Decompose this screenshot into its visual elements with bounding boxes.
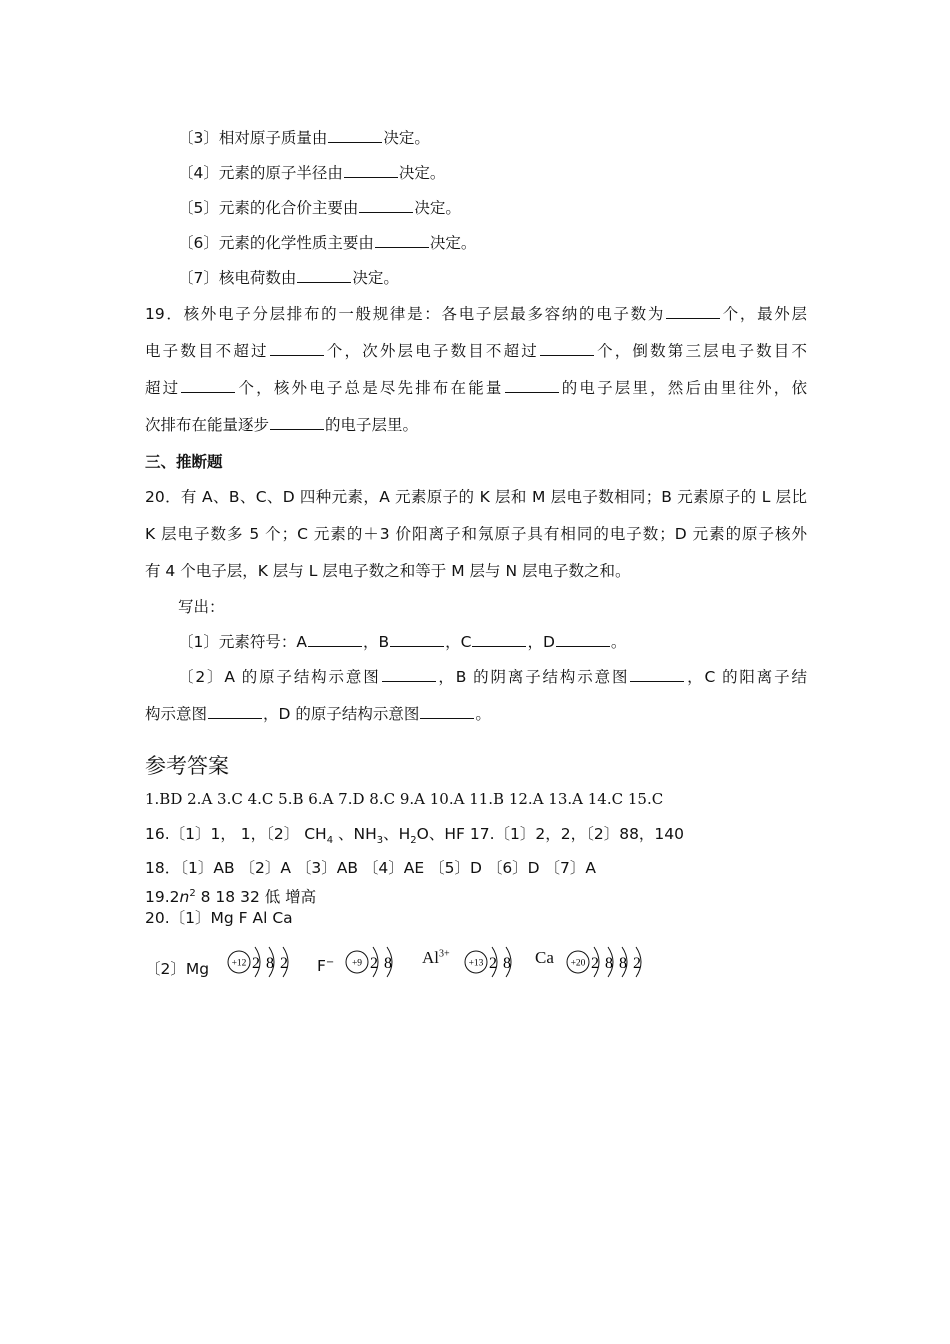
q19-text: 个，核外电子总是尽先排布在能量	[236, 379, 504, 397]
q19-line-1	[145, 304, 807, 324]
q20-text: 〔1〕元素符号：A	[178, 633, 307, 651]
q18-item-3-text: 〔3〕相对原子质量由	[178, 129, 328, 147]
superscript: 2	[189, 888, 196, 899]
ca-label: Ca	[535, 948, 554, 967]
answer-blank[interactable]	[382, 667, 436, 682]
mg-atom-diagram	[228, 947, 288, 977]
f-nucleus-charge: +9	[351, 958, 363, 969]
section-heading: 三、推断题	[145, 453, 223, 471]
q20-text: ，C 的阳离子结	[685, 668, 807, 686]
mg-label: 〔2〕Mg	[145, 960, 210, 978]
answer-blank[interactable]	[666, 304, 720, 319]
answer-blank[interactable]	[390, 632, 444, 647]
q18-item-4-text: 〔4〕元素的原子半径由	[178, 164, 343, 182]
answer-blank[interactable]	[270, 415, 324, 430]
q20-text: ，D	[527, 633, 555, 651]
subscript: 3	[376, 835, 384, 847]
q18-item-6	[178, 233, 476, 253]
ca-nucleus-charge: +20	[570, 958, 586, 969]
answers-line-4	[145, 884, 316, 907]
q19-text: 个，次外层电子数目不超过	[324, 342, 539, 360]
q18-item-7-end: 决定。	[352, 269, 399, 287]
answers-text: 8 18 32 低 增高	[195, 888, 317, 907]
answers-line-1: 1.BD 2.A 3.C 4.C 5.B 6.A 7.D 8.C 9.A 10.A 11.B 12.A 13.A 14.C 15.C	[145, 790, 664, 808]
q19-line-3	[145, 378, 807, 398]
f-shell-count: 2	[370, 955, 378, 972]
q19-text: 电子数目不超过	[145, 342, 269, 360]
answer-blank[interactable]	[375, 233, 429, 248]
mg-shell-count: 8	[266, 955, 274, 972]
ca-shell-count: 8	[619, 955, 627, 972]
f-symbol: F	[317, 957, 326, 976]
answer-blank[interactable]	[359, 198, 413, 213]
q18-item-3	[178, 128, 430, 148]
q20-text: 构示意图	[145, 705, 208, 723]
answers-line-3: 18．〔1〕AB 〔2〕A 〔3〕AB 〔4〕AE 〔5〕D 〔6〕D 〔7〕A	[145, 859, 597, 877]
f-ion-diagram	[346, 947, 392, 977]
answer-blank[interactable]	[556, 632, 610, 647]
al-shell-count: 2	[489, 955, 497, 972]
al-shell-count: 8	[503, 955, 511, 972]
answers-text: 、H	[383, 825, 411, 843]
q20-text: ，B 的阴离子结构示意图	[436, 668, 630, 686]
answers-text: 19.2	[145, 888, 180, 907]
q20-text: ，D 的原子结构示意图	[263, 705, 420, 723]
q20-line-3: 有 4 个电子层，K 层与 L 层电子数之和等于 M 层与 N 层电子数之和。	[145, 562, 631, 580]
answer-blank[interactable]	[208, 704, 262, 719]
q18-item-7-text: 〔7〕核电荷数由	[178, 269, 297, 287]
mg-shell-count: 2	[280, 955, 288, 972]
answers-text: 16.〔1〕1， 1，〔2〕 CH	[145, 825, 327, 843]
q20-line-1: 20．有 A、B、C、D 四种元素，A 元素原子的 K 层和 M 层电子数相同；B 元素原子的 L 层比	[145, 488, 807, 506]
atom-diagrams-svg	[145, 942, 685, 982]
q20-text: 。	[475, 705, 491, 723]
q20-part-1	[178, 632, 626, 652]
answers-line-5: 20.〔1〕Mg F Al Ca	[145, 909, 293, 927]
answer-blank[interactable]	[505, 378, 559, 393]
q19-line-4	[145, 415, 418, 435]
al-charge: 3+	[439, 948, 450, 960]
q19-text: 超过	[145, 379, 181, 397]
answers-text: O、HF 17.〔1〕2，2，〔2〕88，140	[416, 825, 685, 843]
al-nucleus-charge: +13	[468, 958, 484, 969]
answer-blank[interactable]	[270, 341, 324, 356]
q18-item-6-text: 〔6〕元素的化学性质主要由	[178, 234, 374, 252]
subscript: 4	[326, 835, 334, 847]
q19-text: 次排布在能量逐步	[145, 416, 270, 434]
answer-blank[interactable]	[328, 128, 382, 143]
q20-line-2: K 层电子数多 5 个；C 元素的＋3 价阳离子和氖原子具有相同的电子数；D 元素的原子核外	[145, 525, 807, 543]
q20-part-2-cont	[145, 704, 491, 724]
mg-shell-count: 2	[252, 955, 260, 972]
italic-n: n	[179, 888, 190, 907]
q20-text: 〔2〕A 的原子结构示意图	[178, 668, 381, 686]
q20-part-2	[178, 667, 807, 687]
q18-item-5	[178, 198, 461, 218]
q19-text: 的电子层里。	[325, 416, 419, 434]
q19-text: 的电子层里，然后由里往外，依	[559, 379, 807, 397]
answers-line-2	[145, 824, 684, 851]
answer-blank[interactable]	[420, 704, 474, 719]
al-symbol: Al	[422, 948, 439, 967]
answers-text: 、NH	[333, 825, 377, 843]
q19-line-2	[145, 341, 807, 361]
q19-text: 19．核外电子分层排布的一般规律是：各电子层最多容纳的电子数为	[145, 305, 666, 323]
ca-shell-count: 2	[591, 955, 599, 972]
ca-shell-count: 2	[633, 955, 641, 972]
answers-title: 参考答案	[145, 754, 229, 778]
q19-text: 个，最外层	[721, 305, 807, 323]
q20-text: ，B	[362, 633, 390, 651]
q20-write-label: 写出：	[178, 598, 225, 616]
answer-blank[interactable]	[472, 632, 526, 647]
q19-text: 个，倒数第三层电子数目不	[594, 342, 807, 360]
f-charge: −	[325, 957, 335, 968]
q20-text: ，C	[445, 633, 472, 651]
answer-blank[interactable]	[181, 378, 235, 393]
q18-item-5-end: 决定。	[414, 199, 461, 217]
subscript: 2	[410, 835, 417, 847]
answer-blank[interactable]	[308, 632, 362, 647]
q18-item-3-end: 决定。	[383, 129, 430, 147]
q18-item-5-text: 〔5〕元素的化合价主要由	[178, 199, 359, 217]
q18-item-6-end: 决定。	[429, 234, 477, 252]
ca-atom-diagram	[567, 947, 641, 977]
q20-text: 。	[610, 633, 627, 651]
answer-blank[interactable]	[630, 667, 684, 682]
q18-item-4-end: 决定。	[398, 164, 446, 182]
q18-item-7	[178, 268, 399, 288]
structure-diagrams	[145, 942, 685, 982]
answer-blank[interactable]	[297, 268, 351, 283]
al-ion-diagram	[465, 947, 511, 977]
answer-blank[interactable]	[344, 163, 398, 178]
answer-blank[interactable]	[540, 341, 594, 356]
f-shell-count: 8	[384, 955, 392, 972]
q18-item-4	[178, 163, 445, 183]
mg-nucleus-charge: +12	[231, 958, 247, 969]
ca-shell-count: 8	[605, 955, 613, 972]
